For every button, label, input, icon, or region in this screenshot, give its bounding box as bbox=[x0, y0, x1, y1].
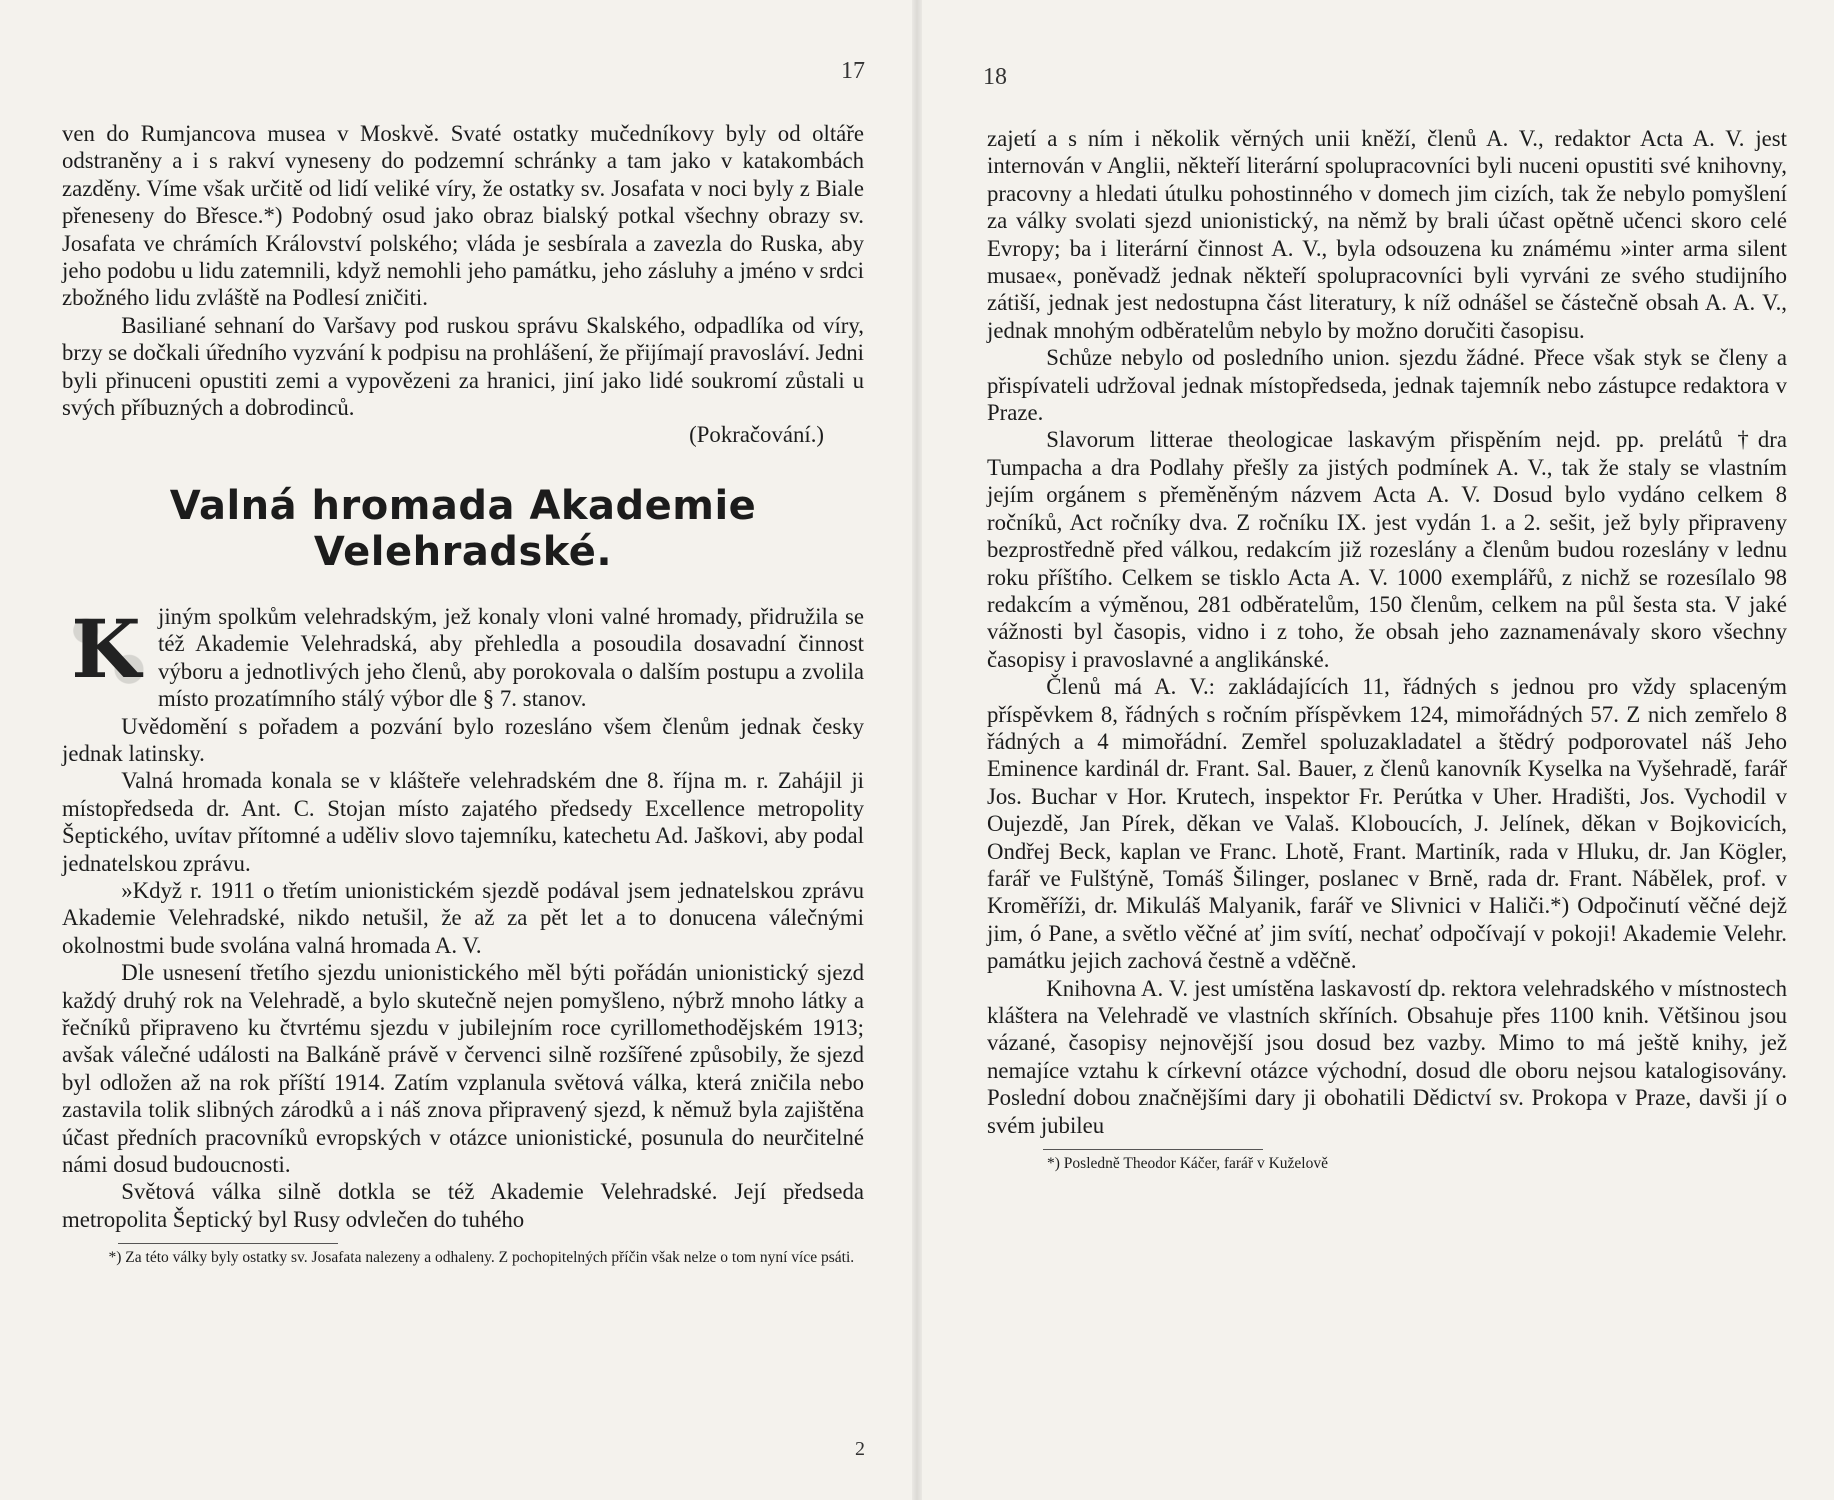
paragraph: Světová válka silně dotkla se též Akademie Velehradské. Její předseda metropolita Šeptický byl Rusy odvlečen do tuhého bbox=[62, 1179, 864, 1232]
text-column bbox=[987, 125, 1787, 1173]
paragraph: Členů má A. V.: zakládajících 11, řádných s jednou pro vždy splaceným příspěvkem 8, řádných s ročním příspěvkem 124, mimořádných 57. Z nich zemřelo 8 řádných a 4 mimořádní. Zemřel spoluzakladatel a štědrý podporovatel náš Jeho Eminence kardinál dr. Frant. Sal. Bauer, z členů kanovník Kyselka na Vyšehradě, farář Jos. Buchar v Hor. Krutech, inspektor Fr. Perútka v Uher. Hradišti, Jos. Vychodil v Oujezdě, Jan Pírek, děkan ve Valaš. Kloboucích, J. Jelínek, děkan v Bojkovicích, Ondřej Beck, kaplan ve Franc. Lhotě, Frant. Martiník, rada v Hluku, dr. Jan Kögler, farář ve Fulštýně, Tomáš Šilinger, poslanec v Brně, rada dr. Frant. Nábělek, prof. v Kroměříži, dr. Mikuláš Malyanik, farář ve Slivnici v Haliči.*) Odpočinutí věčné dejž jim, ó Pane, a světlo věčné ať jim svítí, nechať odpočívají v pokoji! Akademie Velehr. památku jejich zachová čestně a vděčně. bbox=[987, 674, 1787, 974]
page-number: 17 bbox=[841, 58, 865, 84]
article-title: Valná hromada Akademie Velehradské. bbox=[169, 482, 757, 575]
paragraph: Schůze nebylo od posledního union. sjezdu žádné. Přece však styk se členy a přispívateli udržoval jednak místopředseda, jednak tajemník nebo zástupce redaktora v Praze. bbox=[987, 345, 1787, 426]
paragraph: Basiliané sehnaní do Varšavy pod ruskou správu Skalského, odpadlíka od víry, brzy se dočkali úředního vyzvání k podpisu na prohlášení, že přijímají pravosláví. Jedni byli přinuceni opustiti zemi a vypovězeni za hranici, jiní jako lidé soukromí zůstali u svých příbuzných a dobrodinců. bbox=[62, 312, 864, 421]
footnote-rule bbox=[118, 1243, 338, 1244]
text-column bbox=[62, 120, 864, 1267]
paragraph: jiným spolkům velehradským, jež konaly vloni valné hromady, přidružila se též Akademie Velehradská, aby přehledla a posoudila dosavadní činnost výboru a jednotlivých jeho členů, aby porokovala o dalším postupu a zvolila místo prozatímního stálý výbor dle § 7. stanov. bbox=[158, 603, 864, 712]
page-number: 18 bbox=[983, 64, 1007, 90]
paragraph: »Když r. 1911 o třetím unionistickém sjezdě podával jsem jednatelskou zprávu Akademie Velehradské, nikdo netušil, že až za pět let a to donucena válečnými okolnostmi bude svolána valná hromada A. V. bbox=[62, 877, 864, 958]
continuation-note: (Pokračování.) bbox=[689, 422, 824, 448]
drop-cap: K bbox=[60, 603, 152, 695]
paragraph: ven do Rumjancova musea v Moskvě. Svaté ostatky mučedníkovy byly od oltáře odstraněny a i s rakví vyneseny do podzemní schránky a tam jako v katakombách zazděny. Víme však určitě od lidí veliké víry, že ostatky sv. Josafata v noci byly z Biale přeneseny do Břesce.*) Podobný osud jako obraz bialský potkal všechny obrazy sv. Josafata ve chrámích Království polského; vláda je sesbírala a zavezla do Ruska, aby jeho podobu u lidu zatemnili, když nemohli jeho památku, jeho zásluhy a jméno v srdci zbožného lidu zvláště na Podlesí zničiti. bbox=[62, 121, 864, 311]
footnote-rule bbox=[1043, 1149, 1263, 1150]
right-page bbox=[917, 0, 1834, 1500]
paragraph: zajetí a s ním i několik věrných unii kněží, členů A. V., redaktor Acta A. V. jest internován v Anglii, někteří literární spolupracovníci byli nuceni opustiti své knihovny, pracovny a hledati útulku pohostinného v domech jim cizích, tak že nebylo pomyšlení za války svolati sjezd unionistický, na němž by brali účast opětně učenci skoro celé Evropy; ba i literární činnost A. V., byla odsouzena ku známému »inter arma silent musae«, poněvadž jednak někteří spolupracovníci byli vyrváni ze svého studijního zátiší, jednak jest nedostupna část literatury, k níž odnášel se částečně obsah A. A. V., jednak mnohým odběratelům nebylo by možno doručiti časopisu. bbox=[987, 126, 1787, 343]
paragraph: Knihovna A. V. jest umístěna laskavostí dp. rektora velehradského v místnostech kláštera na Velehradě ve vlastních skříních. Obsahuje přes 1100 knih. Většinou jsou vázané, časopisy nejnovější jsou dosud bez vazby. Mimo to má ještě knihy, jež nemajíce vztahu k církevní otázce východní, dosud dle oboru nejsou katalogisovány. Poslední dobou značnějšími dary ji obohatili Dědictví sv. Prokopa v Praze, davši jí o svém jubileu bbox=[987, 975, 1787, 1138]
paragraph: Dle usnesení třetího sjezdu unionistického měl býti pořádán unionistický sjezd každý druhý rok na Velehradě, a bylo skutečně nejen pomyšleno, nýbrž mnoho látky a řečníků připraveno ku čtvrtému sjezdu v jubilejním roce cyrillomethodějském 1913; avšak válečné události na Balkáně právě v červenci silně rozšířené způsobily, že sjezd byl odložen až na rok příští 1914. Zatím vzplanula světová válka, která zničila nebo zastavila tolik slibných zárodků a i náš znova připravený sjezd, k němuž byla zajištěna účast předních pracovníků evropských v otázce unionistické, posunula do neurčitelné námi dosud budoucnosti. bbox=[62, 960, 864, 1177]
paragraph: Uvědomění s pořadem a pozvání bylo rozesláno všem členům jednak česky jednak latinsky. bbox=[62, 713, 864, 766]
paragraph: Valná hromada konala se v klášteře velehradském dne 8. října m. r. Zahájil ji místopředseda dr. Ant. C. Stojan místo zajatého předsedy Excellence metropolity Šeptického, uvítav přítomné a uděliv slovo tajemníku, katechetu Ad. Jaškovi, aby podal jednatelskou zprávu. bbox=[62, 768, 864, 876]
footnote: *) Posledně Theodor Káčer, farář v Kuželově bbox=[1047, 1155, 1328, 1173]
footnote: *) Za této války byly ostatky sv. Josafata nalezeny a odhaleny. Z pochopitelných příčin však nelze o tom nyní více psáti. bbox=[108, 1249, 855, 1267]
signature-mark: 2 bbox=[855, 1438, 865, 1460]
paragraph: Slavorum litterae theologicae laskavým přispěním nejd. pp. prelátů †dra Tumpacha a dra Podlahy přešly za jistých podmínek A. V., tak že staly se vlastním jejím orgánem s přeměněným názvem Acta A. V. Dosud bylo vydáno celkem 8 ročníků, Act ročníky dva. Z ročníku IX. jest vydán 1. a 2. sešit, jež byly připraveny bezprostředně před válkou, redakcím již rozeslány a členům budou rozeslány v lednu roku příštího. Celkem se tisklo Acta A. V. 1000 exemplářů, z nichž se rozesílalo 98 redakcím a výměnou, 281 odběratelům, 150 členům, celkem na půl šesta sta. V jaké vážnosti byl časopis, vidno i z toho, že obsah jeho zaznamenávaly skoro všechny časopisy i pravoslavné a anglikánské. bbox=[987, 427, 1787, 672]
